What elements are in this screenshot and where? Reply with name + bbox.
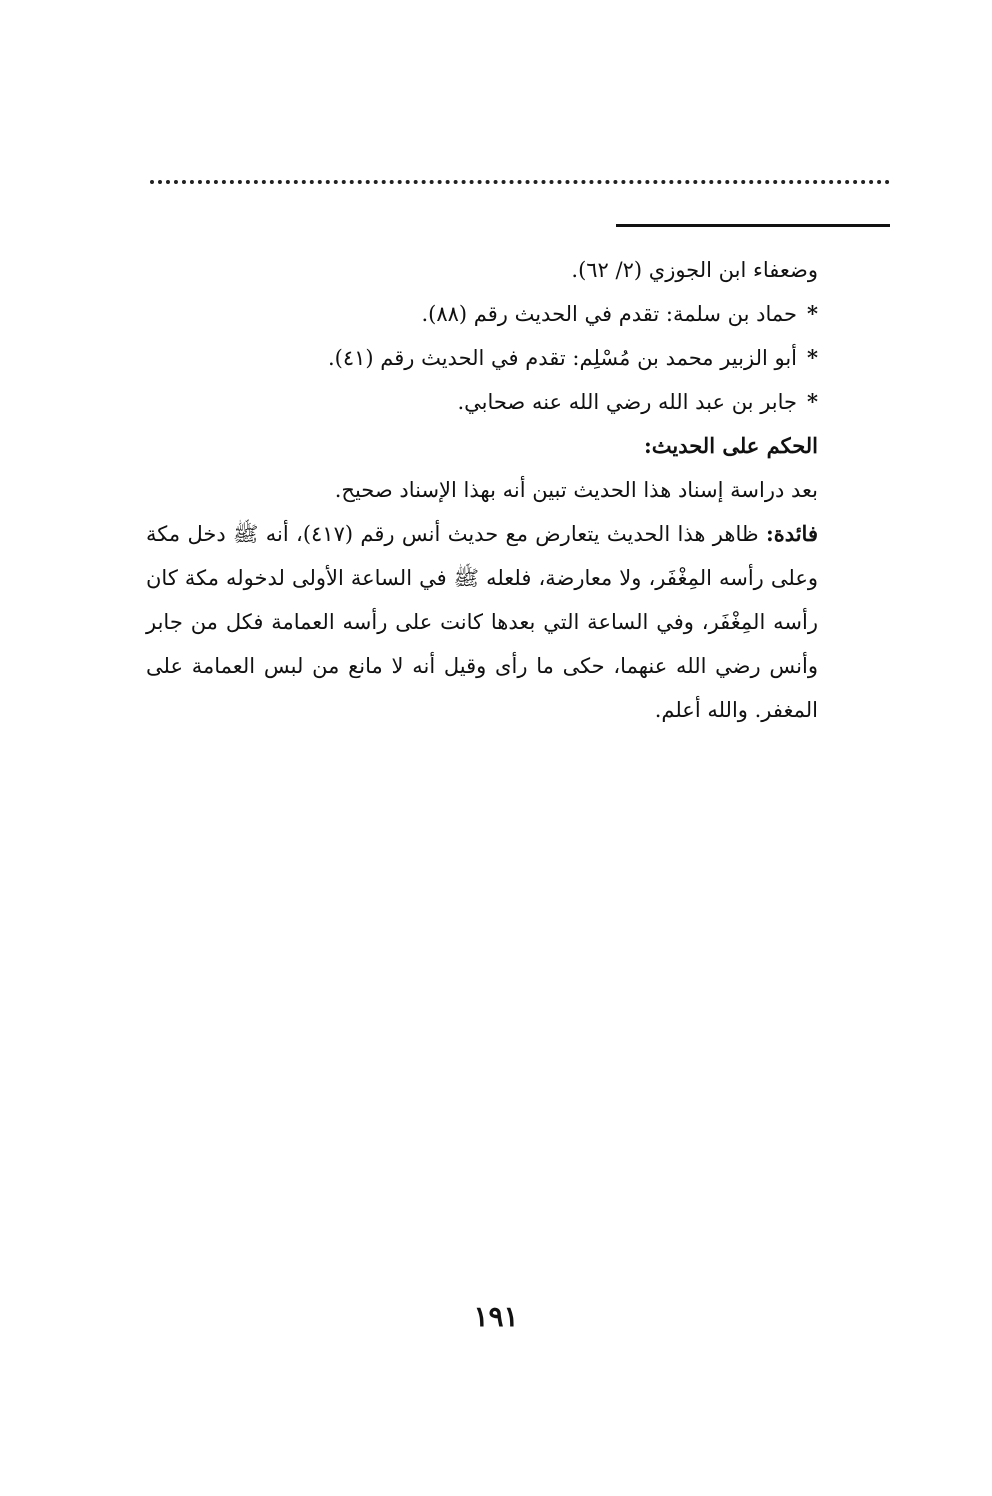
footnote-rule [616, 224, 890, 227]
benefit-label: فائدة: [765, 521, 818, 546]
bullet-icon: * [807, 301, 818, 326]
bullet-icon: * [807, 345, 818, 370]
benefit-paragraph [146, 512, 818, 732]
narrator-item-jabir [146, 380, 818, 424]
narrator-text: حماد بن سلمة: تقدم في الحديث رقم (٨٨). [421, 302, 798, 326]
benefit-text: ظاهر هذا الحديث يتعارض مع حديث أنس رقم (٤١٧)، أنه ﷺ دخل مكة وعلى رأسه المِغْفَر، ولا معارضة، فلعله ﷺ في الساعة الأولى لدخوله مكة كان رأسه المِغْفَر، وفي الساعة التي بعدها كانت على رأسه العمامة فكل من جابر وأنس رضي الله عنهما، حكى ما رأى وقيل أنه لا مانع من لبس العمامة على المغفر. والله أعلم. [146, 522, 818, 722]
section-heading: الحكم على الحديث: [644, 433, 818, 458]
verdict-text: بعد دراسة إسناد هذا الحديث تبين أنه بهذا الإسناد صحيح. [334, 478, 818, 502]
footnote-content [146, 248, 818, 732]
narrator-text: أبو الزبير محمد بن مُسْلِم: تقدم في الحديث رقم (٤١). [327, 346, 798, 370]
narrator-item-hammad [146, 292, 818, 336]
bullet-icon: * [807, 389, 818, 414]
dotted-separator [150, 180, 890, 184]
page-number: ١٩١ [473, 1300, 519, 1333]
narrator-item-abu-zubair [146, 336, 818, 380]
narrator-text: جابر بن عبد الله رضي الله عنه صحابي. [457, 390, 798, 414]
text-line-1: وضعفاء ابن الجوزي (٢/ ٦٢). [571, 258, 818, 282]
